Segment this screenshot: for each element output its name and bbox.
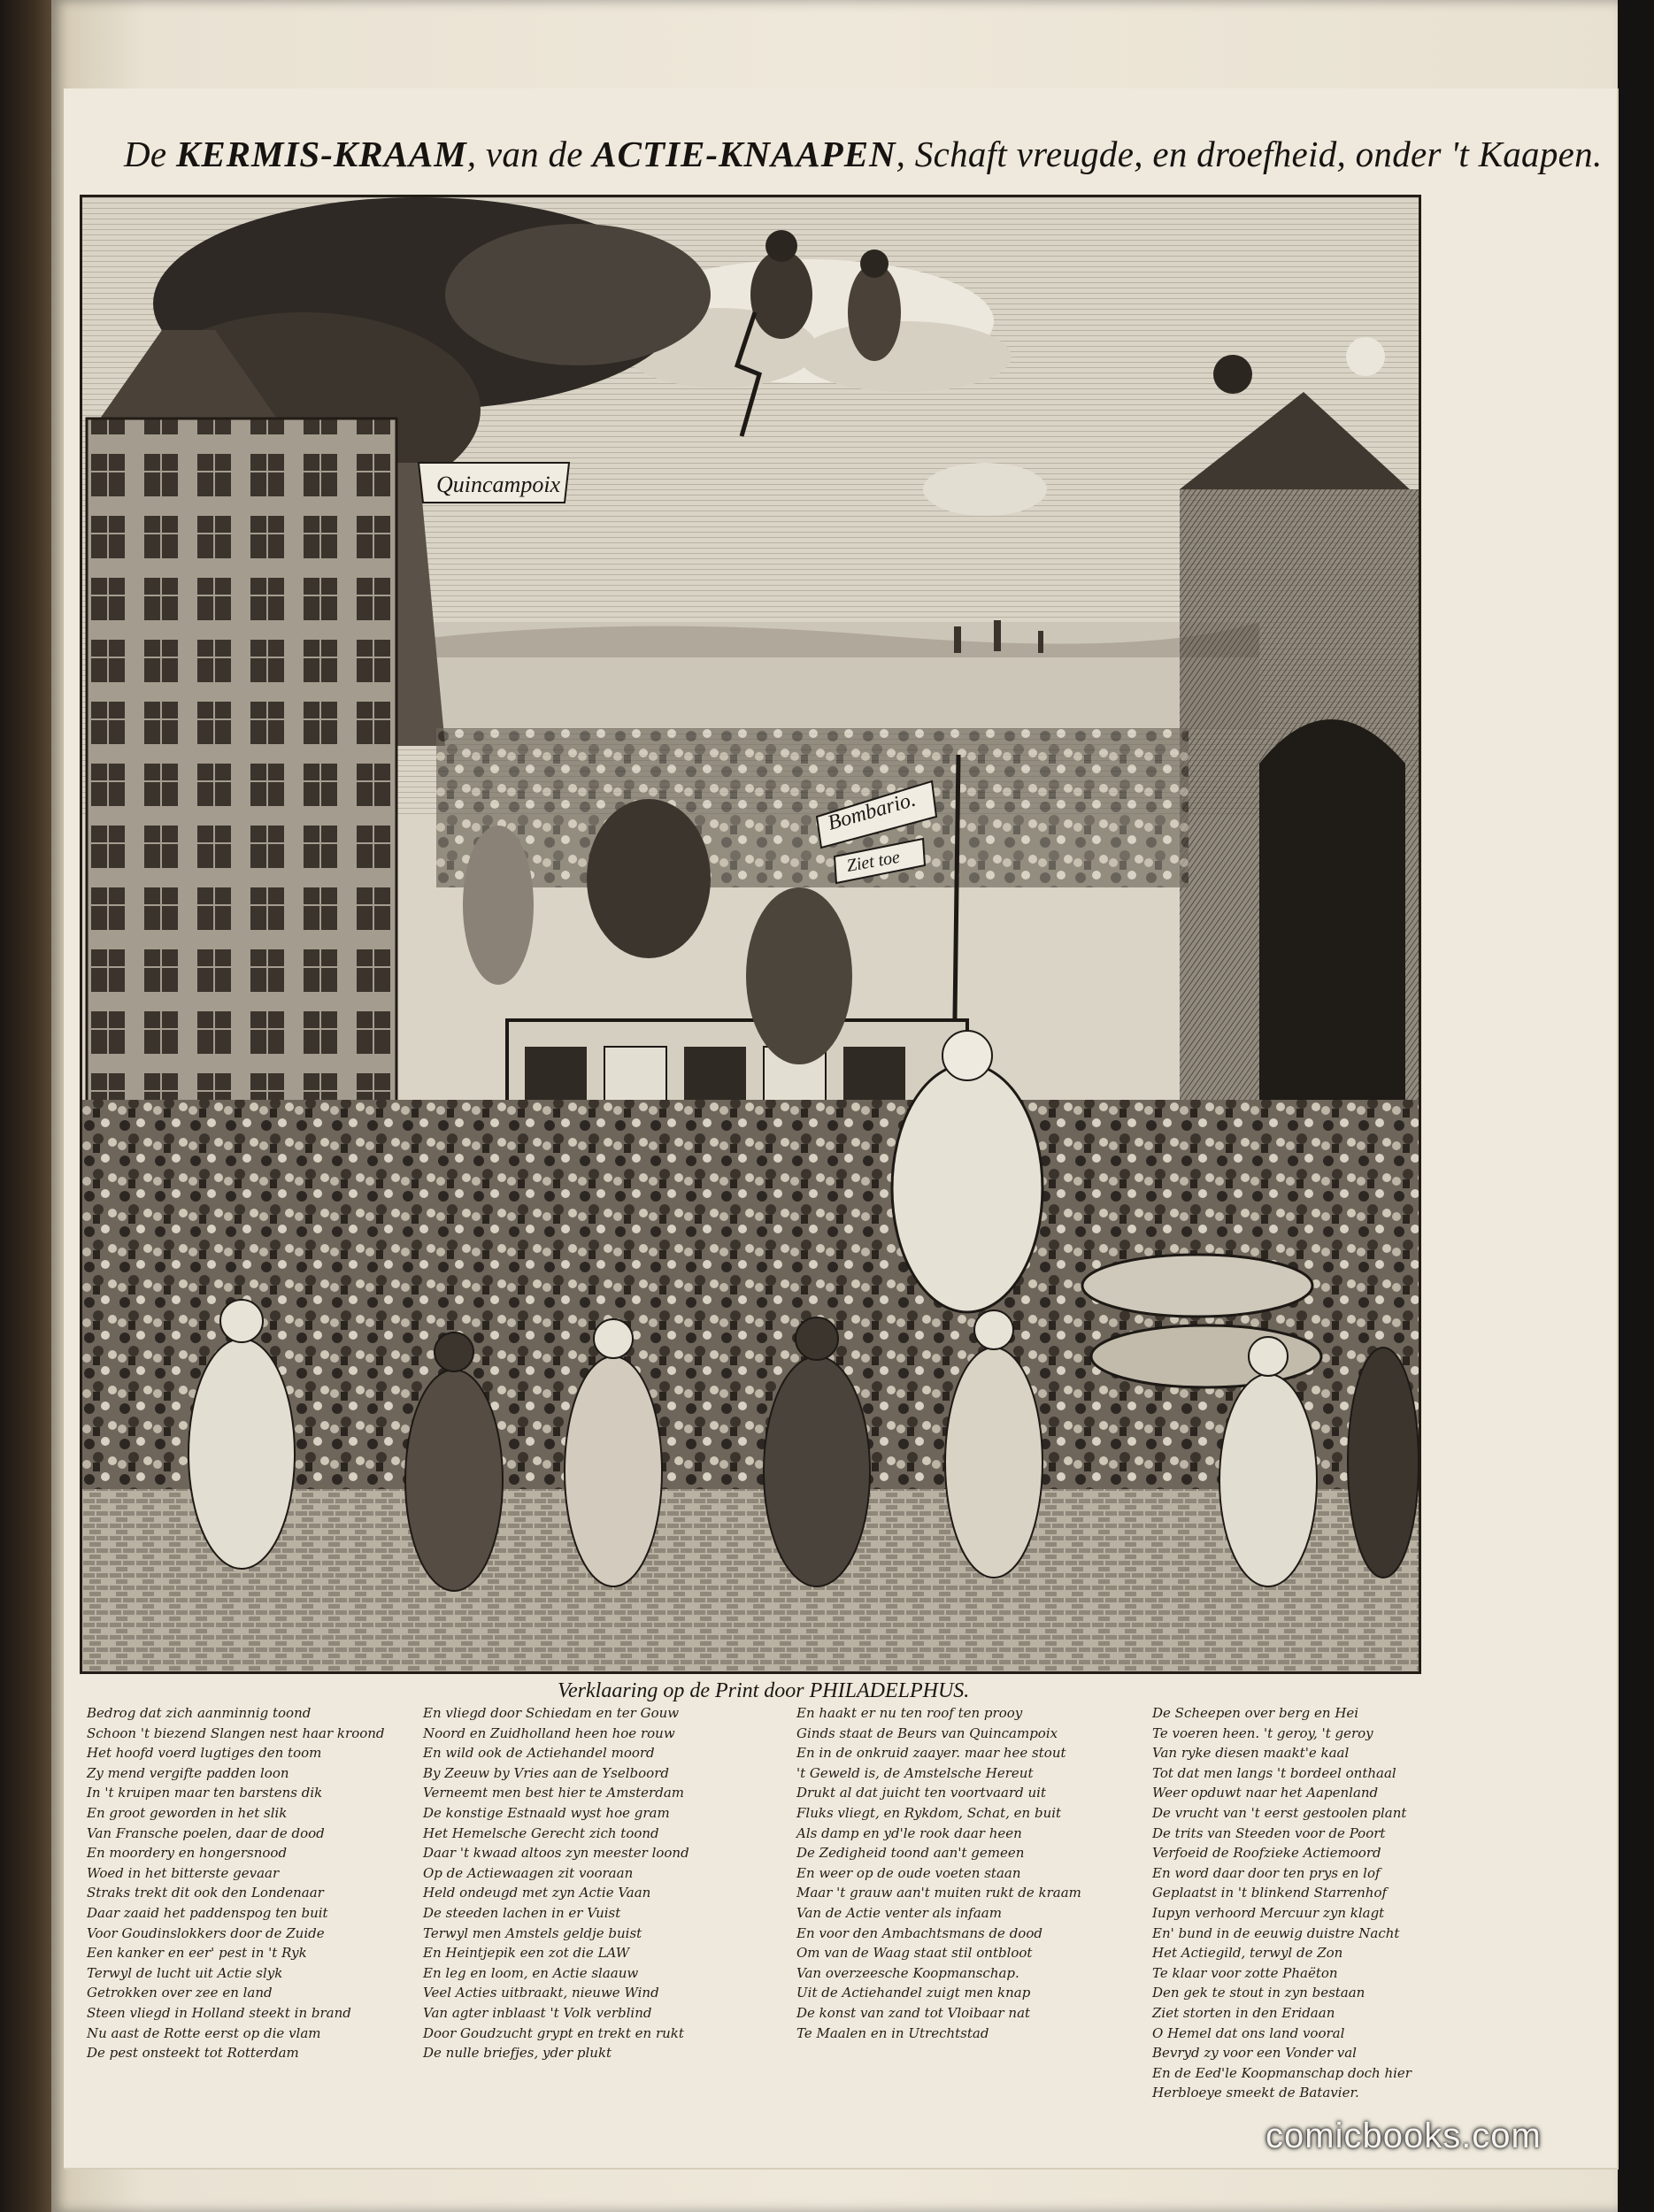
verse-line: Tot dat men langs 't bordeel onthaal	[1152, 1764, 1396, 1781]
verse-line: Drukt al dat juicht ten voortvaard uit	[796, 1785, 1047, 1801]
verse-line: Maar 't grauw aan't muiten rukt de kraam	[796, 1885, 1081, 1901]
verse-line: Van overzeesche Koopmanschap.	[796, 1964, 1019, 1981]
verse-line: Noord en Zuidholland heen hoe rouw	[423, 1724, 675, 1741]
verse-line: En moordery en hongersnood	[87, 1845, 288, 1862]
verse-line: Veel Acties uitbraakt, nieuwe Wind	[423, 1985, 659, 2001]
verse-line: Om van de Waag staat stil ontbloot	[796, 1945, 1033, 1962]
verse-line: Den gek te stout in zyn bestaan	[1152, 1985, 1366, 2001]
verse-line: O Hemel dat ons land vooral	[1152, 2024, 1345, 2041]
title-middle: , van de	[466, 134, 593, 174]
verse-line: En Heintjepik een zot die LAW	[423, 1945, 630, 1962]
verse-line: Bevryd zy voor een Vonder val	[1152, 2045, 1357, 2062]
verse-line: En haakt er nu ten roof ten prooy	[796, 1705, 1023, 1721]
caption-heading: Verklaaring op de Print door PHILADELPHUS.	[558, 1679, 970, 1702]
verse-line: De Scheepen over berg en Hei	[1152, 1705, 1359, 1721]
verse-line: Van ryke diesen maakt'e kaal	[1152, 1745, 1350, 1762]
verse-column-2	[423, 1703, 777, 2063]
verse-line: Op de Actiewaagen zit vooraan	[423, 1864, 634, 1881]
verse-column-3	[796, 1703, 1150, 2043]
engraving-illustration	[82, 197, 1419, 1671]
verse-line: De Zedigheid toond aan't gemeen	[796, 1845, 1025, 1862]
verse-line: Als damp en yd'le rook daar heen	[796, 1824, 1022, 1841]
verse-line: Steen vliegd in Holland steekt in brand	[87, 2004, 351, 2021]
title-kermis-kraam: KERMIS-KRAAM	[175, 134, 467, 174]
verse-line: Van agter inblaast 't Volk verblind	[423, 2004, 652, 2021]
verse-line: Nu aast de Rotte eerst op die vlam	[87, 2024, 321, 2041]
verse-line: Woed in het bitterste gevaar	[87, 1864, 280, 1881]
verse-line: Geplaatst in 't blinkend Starrenhof	[1152, 1885, 1388, 1901]
verse-line: Iupyn verhoord Mercuur zyn klagt	[1152, 1904, 1385, 1921]
verse-line: Een kanker en eer' pest in 't Ryk	[87, 1945, 307, 1962]
verse-line: Te Maalen en in Utrechtstad	[796, 2024, 989, 2041]
engraving-plate	[80, 195, 1421, 1674]
verse-line: Weer opduwt naar het Aapenland	[1152, 1785, 1379, 1801]
verse-line: En groot geworden in het slik	[87, 1804, 288, 1821]
verse-line: Daar 't kwaad altoos zyn meester loond	[423, 1845, 689, 1862]
verse-line: Daar zaaid het paddenspog ten buit	[87, 1904, 328, 1921]
verse-line: De konst van zand tot Vloibaar nat	[796, 2004, 1031, 2021]
quincampoix-banner	[419, 463, 569, 503]
verse-line: Getrokken over zee en land	[87, 1985, 273, 2001]
verse-column-1	[87, 1703, 441, 2063]
verse-line: Fluks vliegt, en Rykdom, Schat, en buit	[796, 1804, 1062, 1821]
verse-line: Het Hemelsche Gerecht zich toond	[423, 1824, 659, 1841]
verse-line: De nulle briefjes, yder plukt	[423, 2045, 612, 2062]
verse-line: De konstige Estnaald wyst hoe gram	[423, 1804, 670, 1821]
verse-line: Straks trekt dit ook den Londenaar	[87, 1885, 324, 1901]
verse-line: En voor den Ambachtsmans de dood	[796, 1924, 1042, 1941]
verse-line: En de Eed'le Koopmanschap doch hier	[1152, 2064, 1412, 2081]
verse-line: Held ondeugd met zyn Actie Vaan	[423, 1885, 651, 1901]
verse-line: En vliegd door Schiedam en ter Gouw	[423, 1705, 680, 1721]
verse-line: Verfoeid de Roofzieke Actiemoord	[1152, 1845, 1381, 1862]
verse-line: En weer op de oude voeten staan	[796, 1864, 1021, 1881]
verse-line: In 't kruipen maar ten barstens dik	[87, 1785, 323, 1801]
verse-line: Het hoofd voerd lugtiges den toom	[87, 1745, 322, 1762]
verse-line: Herbloeye smeekt de Batavier.	[1152, 2085, 1359, 2101]
verse-line: Van de Actie venter als infaam	[796, 1904, 1002, 1921]
site-watermark: comicbooks.com	[1266, 2116, 1542, 2155]
verse-line: En in de onkruid zaayer. maar hee stout	[796, 1745, 1066, 1762]
verse-line: Ginds staat de Beurs van Quincampoix	[796, 1724, 1058, 1741]
verse-line: By Zeeuw by Vries aan de Yselboord	[423, 1764, 669, 1781]
verse-line: Terwyl men Amstels geldje buist	[423, 1924, 642, 1941]
verse-line: Van Fransche poelen, daar de dood	[87, 1824, 325, 1841]
verse-line: De steeden lachen in er Vuist	[423, 1904, 621, 1921]
verse-line: Door Goudzucht grypt en trekt en rukt	[423, 2024, 684, 2041]
verse-line: Te klaar voor zotte Phaëton	[1152, 1964, 1338, 1981]
bombario-banner-text: Bombario.	[825, 787, 919, 835]
verse-line: En wild ook de Actiehandel moord	[423, 1745, 655, 1762]
print-title	[124, 133, 1603, 175]
verse-line: Ziet storten in den Eridaan	[1152, 2004, 1335, 2021]
verse-line: Schoon 't biezend Slangen nest haar kroond	[87, 1724, 385, 1741]
verse-column-4	[1152, 1703, 1506, 2103]
verse-line: En' bund in de eeuwig duistre Nacht	[1152, 1924, 1400, 1941]
verse-line: De vrucht van 't eerst gestoolen plant	[1152, 1804, 1407, 1821]
verse-line: Terwyl de lucht uit Actie slyk	[87, 1964, 283, 1981]
verse-line: 't Geweld is, de Amstelsche Hereut	[796, 1764, 1034, 1781]
verse-line: Uit de Actiehandel zuigt men knap	[796, 1985, 1031, 2001]
verse-line: Het Actiegild, terwyl de Zon	[1152, 1945, 1343, 1962]
distant-crowd	[436, 728, 1189, 887]
verse-line: En word daar door ten prys en lof	[1152, 1864, 1381, 1881]
title-prefix: De	[124, 134, 176, 174]
verse-line: Te voeren heen. 't geroy, 't geroy	[1152, 1724, 1373, 1741]
verse-line: En leg en loom, en Actie slaauw	[423, 1964, 639, 1981]
title-actie-knaapen: ACTIE-KNAAPEN	[592, 134, 896, 174]
ziet-toe-banner-text: Ziet toe	[845, 847, 902, 876]
verse-line: Bedrog dat zich aanminnig toond	[87, 1705, 312, 1721]
quincampoix-banner-text: Quincampoix	[436, 472, 561, 497]
verse-line: De pest onsteekt tot Rotterdam	[87, 2045, 299, 2062]
left-building	[87, 330, 396, 1109]
verse-line: De trits van Steeden voor de Poort	[1152, 1824, 1386, 1841]
verse-line: Voor Goudinslokkers door de Zuide	[87, 1924, 325, 1941]
verse-line: Zy mend vergifte padden loon	[87, 1764, 289, 1781]
verse-line: Verneemt men best hier te Amsterdam	[423, 1785, 684, 1801]
title-suffix: , Schaft vreugde, en droefheid, onder 't Kaapen.	[896, 134, 1603, 174]
